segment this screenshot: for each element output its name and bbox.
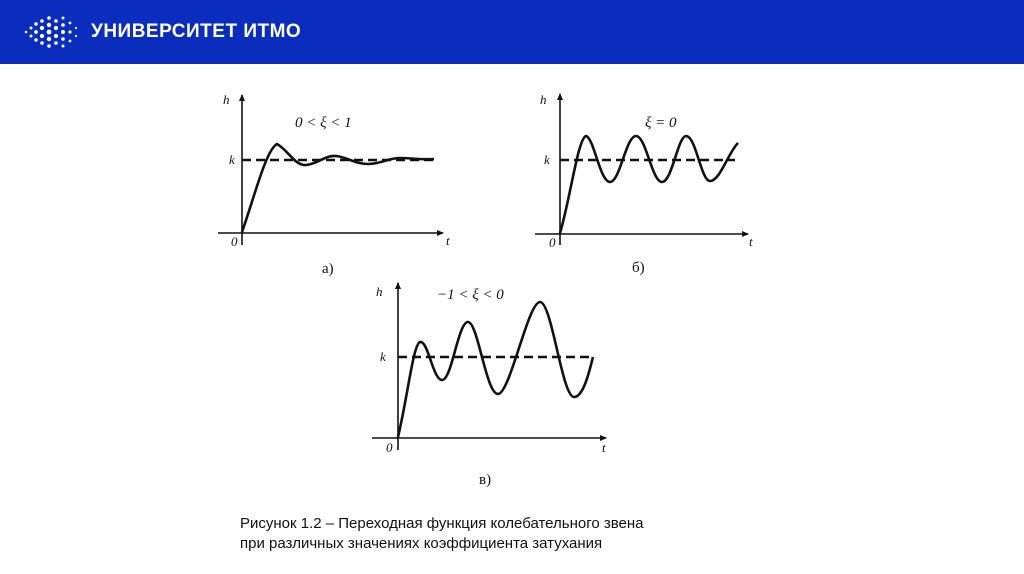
- panel-a-k-label: k: [229, 152, 235, 167]
- panel-b-curve: [560, 136, 738, 233]
- figure-caption: [240, 514, 800, 554]
- panel-c-k-label: k: [380, 349, 386, 364]
- panel-a-y-label: h: [223, 92, 230, 107]
- panel-a-curve: [242, 144, 434, 232]
- panel-c-condition: −1 < ξ < 0: [437, 287, 504, 303]
- panel-c-label: в): [479, 472, 492, 488]
- itmo-dots-logo-icon: [22, 14, 82, 50]
- panel-c-y-label: h: [376, 284, 383, 299]
- panel-a-label: а): [322, 261, 334, 277]
- panel-b-origin-label: 0: [549, 235, 556, 250]
- panel-b-k-label: k: [544, 152, 550, 167]
- university-name: УНИВЕРСИТЕТ ИТМО: [91, 21, 302, 42]
- panel-b-x-label: t: [749, 234, 753, 249]
- panel-a: [218, 92, 450, 277]
- caption-line-2: при различных значениях коэффициента затухания: [240, 535, 603, 552]
- panel-c-origin-label: 0: [386, 440, 393, 455]
- header-bar: [0, 0, 1024, 64]
- panel-a-x-label: t: [446, 233, 450, 248]
- panel-a-condition: 0 < ξ < 1: [295, 115, 352, 131]
- panel-c: [372, 283, 606, 488]
- panel-b: [535, 92, 753, 276]
- caption-line-1: Рисунок 1.2 – Переходная функция колебательного звена: [240, 515, 644, 532]
- panel-b-y-label: h: [540, 92, 547, 107]
- panel-b-condition: ξ = 0: [645, 115, 677, 131]
- panel-b-label: б): [632, 260, 645, 276]
- panel-a-origin-label: 0: [231, 234, 238, 249]
- panel-c-x-label: t: [602, 440, 606, 455]
- panel-c-curve: [398, 302, 593, 437]
- transient-response-figure: [0, 64, 1024, 504]
